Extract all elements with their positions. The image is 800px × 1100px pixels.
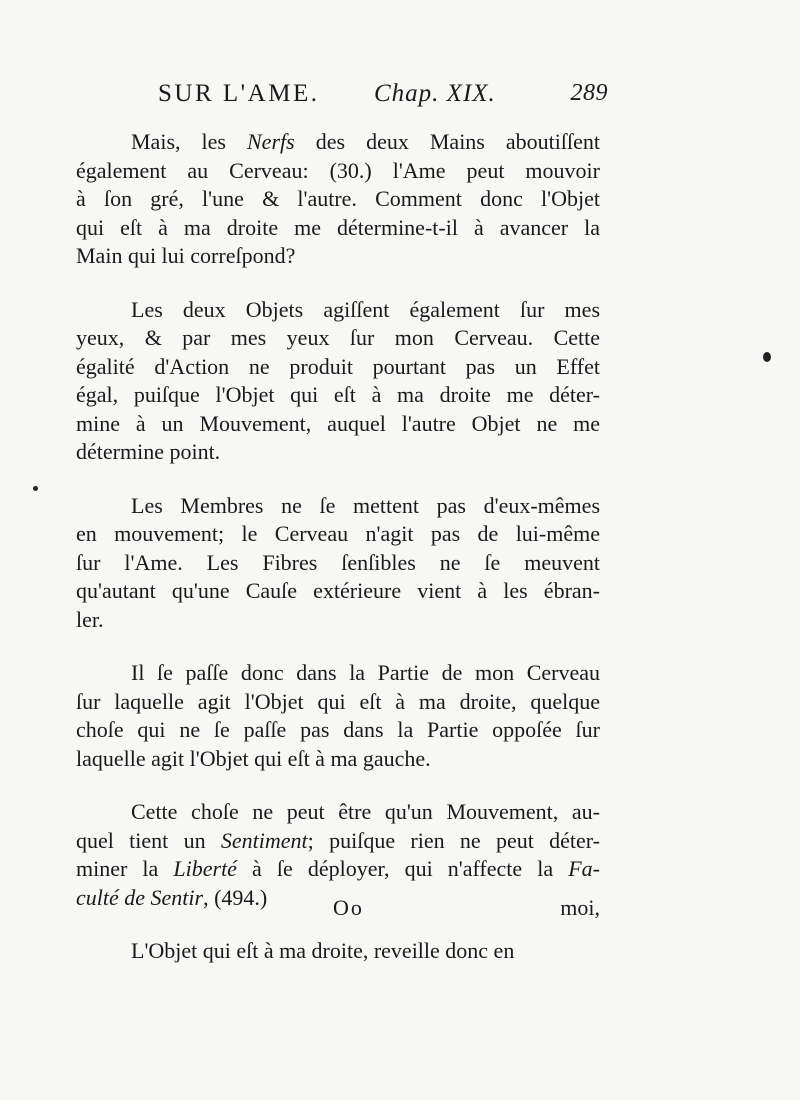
paragraph <box>76 659 600 773</box>
text-run: Les deux Objets agiſſent également ſur mes <box>131 296 600 322</box>
text-run: en mouvement; le Cerveau n'agit pas de lui-même <box>76 521 600 546</box>
text-line <box>76 242 600 271</box>
running-title: SUR L'AME. <box>158 80 320 107</box>
text-line <box>76 549 600 578</box>
italic-text-run: Liberté <box>173 856 237 881</box>
ink-speck <box>33 486 38 491</box>
italic-text-run: Fa- <box>568 856 600 881</box>
text-line <box>76 745 600 774</box>
page-number: 289 <box>570 80 608 106</box>
text-line <box>76 492 600 521</box>
chapter-label: Chap. XIX. <box>374 80 496 107</box>
text-line <box>76 520 600 549</box>
text-run: laquelle agit l'Objet qui eſt à ma gauche. <box>76 745 431 771</box>
text-run: yeux, & par mes yeux ſur mon Cerveau. Cette <box>76 325 600 350</box>
text-line <box>76 438 600 467</box>
text-run: Main qui lui correſpond? <box>76 243 296 268</box>
paragraph <box>76 128 600 271</box>
text-line <box>76 296 600 325</box>
running-header <box>158 80 608 116</box>
text-line <box>76 855 600 884</box>
text-line <box>76 185 600 214</box>
paragraph <box>76 937 600 966</box>
italic-text-run: Nerfs <box>247 129 295 154</box>
text-line <box>76 157 600 186</box>
italic-text-run: Sentiment <box>220 827 308 853</box>
text-line <box>76 659 600 688</box>
italic-text-run: culté de Sentir <box>76 884 204 910</box>
text-run: Cette choſe ne peut être qu'un Mouvement, au- <box>131 799 600 824</box>
text-line <box>76 410 600 439</box>
text-line <box>76 716 600 745</box>
text-run: qui eſt à ma droite me détermine-t-il à avancer la <box>76 214 600 240</box>
text-run: ſur l'Ame. Les Fibres ſenſibles ne ſe meuvent <box>76 549 600 575</box>
signature-mark: Oo <box>333 895 364 920</box>
text-run: ſur laquelle agit l'Objet qui eſt à ma droite, quelque <box>76 688 600 714</box>
text-line <box>76 688 600 717</box>
paragraph <box>76 492 600 635</box>
text-run: choſe qui ne ſe paſſe pas dans la Partie oppoſée ſur <box>76 717 600 742</box>
text-line <box>76 577 600 606</box>
text-run: mine à un Mouvement, auquel l'autre Objet ne me <box>76 410 600 436</box>
text-run: des deux Mains aboutiſſent <box>294 129 600 154</box>
text-run: quel tient un <box>76 827 221 853</box>
text-line <box>76 381 600 410</box>
page-footer <box>76 895 600 927</box>
text-run: miner la <box>76 856 174 881</box>
text-run: ler. <box>76 606 104 632</box>
catchword: moi, <box>560 895 600 920</box>
text-line <box>76 353 600 382</box>
text-line <box>76 214 600 243</box>
text-run: détermine point. <box>76 439 221 464</box>
text-run: Mais, les <box>131 129 247 154</box>
text-line <box>76 798 600 827</box>
text-line <box>76 606 600 635</box>
text-run: , (494.) <box>203 884 268 910</box>
text-run: égalité d'Action ne produit pourtant pas un Effet <box>76 353 600 379</box>
text-run: Les Membres ne ſe mettent pas d'eux-mêmes <box>131 492 600 518</box>
text-line <box>76 827 600 856</box>
text-line <box>76 937 600 966</box>
text-run: ; puiſque rien ne peut déter- <box>307 827 600 853</box>
text-line <box>76 128 600 157</box>
text-run: à ſe déployer, qui n'affecte la <box>236 856 569 881</box>
text-run: à ſon gré, l'une & l'autre. Comment donc l'Objet <box>76 186 600 211</box>
text-run: qu'autant qu'une Cauſe extérieure vient à les ébran- <box>76 578 600 603</box>
text-line <box>76 324 600 353</box>
text-run: égal, puiſque l'Objet qui eſt à ma droite me déter- <box>76 382 600 407</box>
body-text <box>76 128 600 991</box>
paragraph <box>76 296 600 467</box>
text-run: également au Cerveau: (30.) l'Ame peut mouvoir <box>76 157 600 183</box>
ink-speck <box>763 352 771 362</box>
text-run: Il ſe paſſe donc dans la Partie de mon Cerveau <box>131 660 600 685</box>
text-run: L'Objet qui eſt à ma droite, reveille donc en <box>131 938 515 963</box>
